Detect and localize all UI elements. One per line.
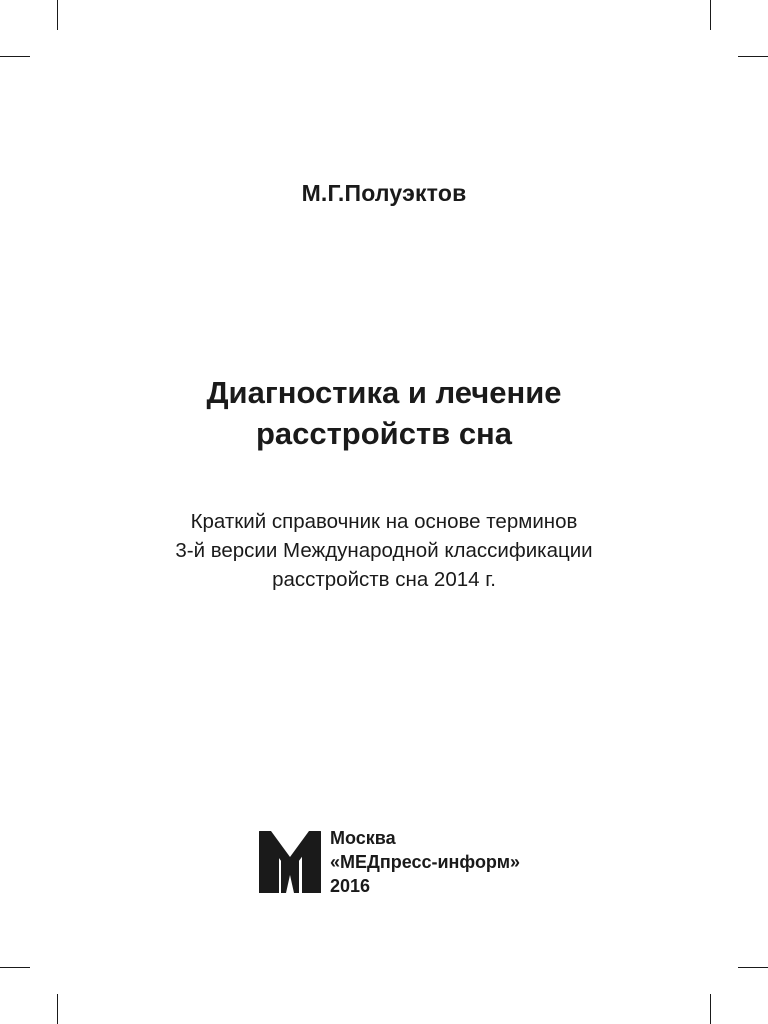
medpress-logo-icon: [259, 831, 321, 893]
publisher-block: [330, 826, 520, 898]
crop-mark-top-left-vertical: [57, 0, 58, 30]
book-subtitle-line-1: Краткий справочник на основе терминов: [190, 510, 578, 533]
book-title-line-2: расстройств сна: [255, 416, 513, 451]
publisher-year: 2016: [330, 876, 371, 896]
crop-mark-bottom-right-vertical: [710, 994, 711, 1024]
crop-mark-bottom-left-vertical: [57, 994, 58, 1024]
crop-mark-top-left-horizontal: [0, 56, 30, 57]
book-title: [0, 372, 768, 454]
book-title-line-1: Диагностика и лечение: [206, 375, 562, 410]
crop-mark-top-right-vertical: [710, 0, 711, 30]
publisher-city: Москва: [330, 828, 396, 848]
book-subtitle-line-3: расстройств сна 2014 г.: [272, 568, 496, 591]
publisher-name: «МЕДпресс-информ»: [330, 852, 521, 872]
crop-mark-bottom-right-horizontal: [738, 967, 768, 968]
book-subtitle-line-2: 3-й версии Международной классификации: [175, 539, 593, 562]
crop-mark-bottom-left-horizontal: [0, 967, 30, 968]
crop-mark-top-right-horizontal: [738, 56, 768, 57]
book-subtitle: [0, 507, 768, 594]
author-name: М.Г.Полуэктов: [301, 180, 467, 206]
